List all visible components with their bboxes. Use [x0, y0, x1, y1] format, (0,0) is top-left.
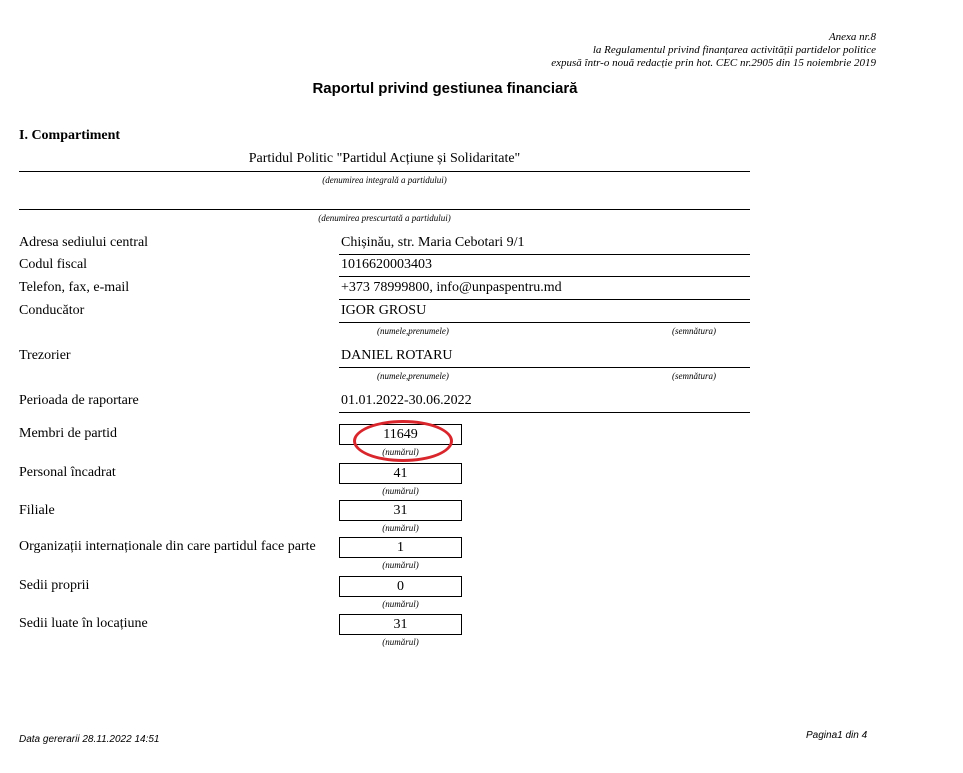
- rented-offices-caption: (numărul): [382, 637, 419, 647]
- fiscal-code-label: Codul fiscal: [19, 257, 88, 272]
- treasurer-signature-caption: (semnătura): [672, 371, 716, 381]
- staff-label: Personal încadrat: [19, 465, 116, 480]
- rented-offices-value: 31: [339, 614, 462, 635]
- intl-orgs-value: 1: [339, 537, 462, 558]
- treasurer-name-caption: (numele,prenumele): [377, 371, 449, 381]
- rented-offices-label: Sedii luate în locațiune: [19, 616, 148, 631]
- contact-label: Telefon, fax, e-mail: [19, 280, 130, 295]
- party-full-name: Partidul Politic "Partidul Acțiune și Solidaritate": [248, 151, 521, 166]
- contact-value: +373 78999800, info@unpaspentru.md: [341, 280, 562, 295]
- members-label: Membri de partid: [19, 426, 117, 441]
- period-value: 01.01.2022-30.06.2022: [341, 393, 472, 408]
- own-offices-value: 0: [339, 576, 462, 597]
- fiscal-code-value: 1016620003403: [341, 257, 432, 272]
- treasurer-value: DANIEL ROTARU: [341, 348, 453, 363]
- leader-name-caption: (numele,prenumele): [377, 326, 449, 336]
- staff-caption: (numărul): [382, 486, 419, 496]
- treasurer-line: [339, 367, 750, 368]
- page-number: Pagina1 din 4: [806, 730, 868, 741]
- branches-caption: (numărul): [382, 523, 419, 533]
- intl-orgs-label: Organizații internaționale din care partidul face parte: [19, 539, 316, 554]
- branches-value: 31: [339, 500, 462, 521]
- own-offices-caption: (numărul): [382, 599, 419, 609]
- fiscal-code-line: [339, 276, 750, 277]
- report-title: Raportul privind gestiunea financiară: [312, 80, 578, 97]
- party-full-name-caption: (denumirea integrală a partidului): [322, 175, 447, 185]
- members-value: 11649: [339, 424, 462, 445]
- address-value: Chișinău, str. Maria Cebotari 9/1: [341, 235, 525, 250]
- staff-value: 41: [339, 463, 462, 484]
- section-title: I. Compartiment: [19, 128, 121, 143]
- intl-orgs-caption: (numărul): [382, 560, 419, 570]
- leader-line: [339, 322, 750, 323]
- branches-label: Filiale: [19, 503, 55, 518]
- annex-decision: expusă într-o nouă redacție prin hot. CEC nr.2905 din 15 noiembrie 2019: [551, 57, 876, 69]
- period-label: Perioada de raportare: [19, 393, 139, 408]
- address-label: Adresa sediului central: [19, 235, 149, 250]
- leader-value: IGOR GROSU: [341, 303, 427, 318]
- party-short-name-caption: (denumirea prescurtată a partidului): [318, 213, 451, 223]
- treasurer-label: Trezorier: [19, 348, 71, 363]
- members-caption: (numărul): [382, 447, 419, 457]
- contact-line: [339, 299, 750, 300]
- annex-number: Anexa nr.8: [828, 31, 876, 43]
- address-line: [339, 254, 750, 255]
- party-short-name-line: [19, 209, 750, 210]
- leader-signature-caption: (semnătura): [672, 326, 716, 336]
- leader-label: Conducător: [19, 303, 85, 318]
- generation-date: Data gererarii 28.11.2022 14:51: [19, 734, 160, 745]
- annex-regulation: la Regulamentul privind finanțarea activității partidelor politice: [592, 44, 876, 56]
- own-offices-label: Sedii proprii: [19, 578, 90, 593]
- party-full-name-line: [19, 171, 750, 172]
- period-line: [339, 412, 750, 413]
